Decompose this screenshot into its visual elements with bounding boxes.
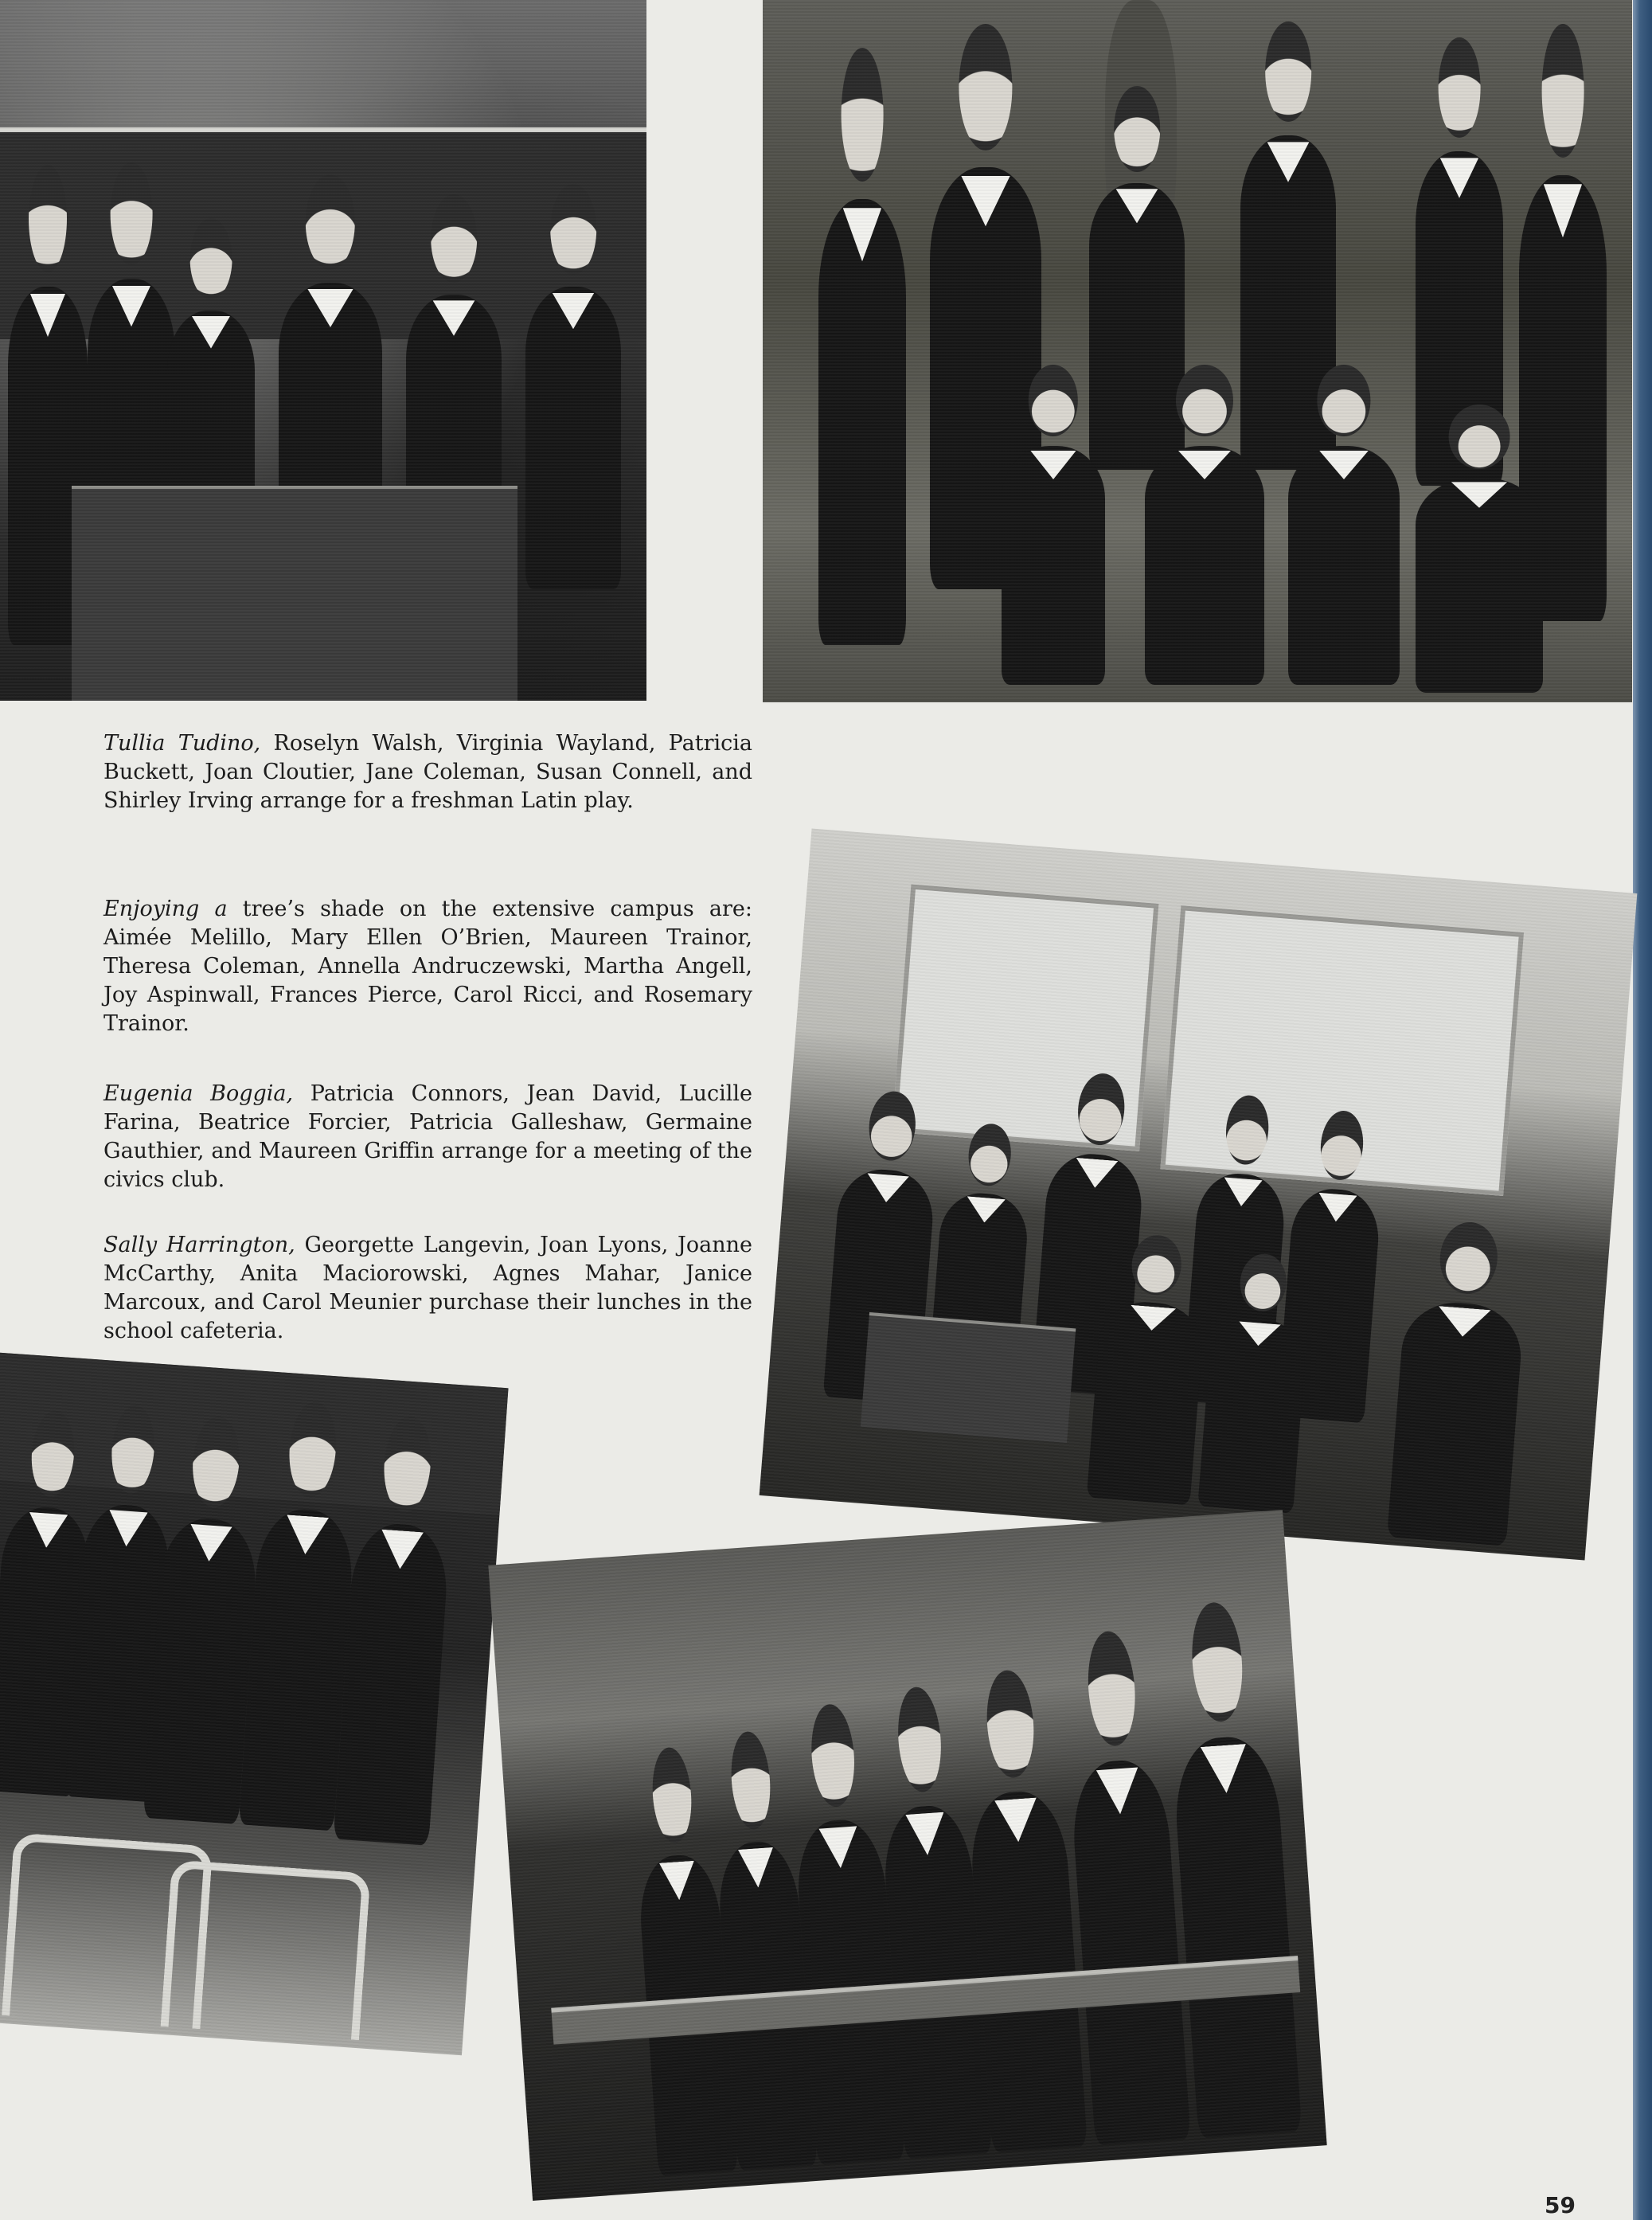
- student-figure: [1087, 1299, 1205, 1505]
- caption-text: Roselyn Walsh, Virginia Wayland, Patricia Buckett, Joan Cloutier, Jane Coleman, Susan Connell, and Shirley Irving arrange for a freshman Latin play.: [103, 731, 752, 813]
- book-spine-edge: [1633, 0, 1652, 2220]
- cafeteria-counter: [551, 1956, 1300, 2044]
- student-figure: [930, 167, 1041, 589]
- student-figure: [238, 1507, 356, 1831]
- classroom-window: [1160, 905, 1524, 1196]
- student-figure: [927, 1190, 1030, 1404]
- chalkboard: [0, 1353, 509, 1515]
- student-figure: [279, 283, 382, 601]
- tree-trunk: [1105, 0, 1177, 263]
- student-figure: [143, 1516, 260, 1824]
- student-figure: [1519, 175, 1607, 621]
- page-number: 59: [1545, 2192, 1576, 2218]
- student-figure: [881, 1804, 992, 2159]
- student-figure: [1276, 1186, 1381, 1423]
- photo-campus-tree-group: [763, 0, 1632, 702]
- student-figure: [1416, 151, 1503, 486]
- caption-cafeteria: [103, 1231, 752, 1346]
- caption-lead-name: Enjoying a: [103, 897, 228, 921]
- photo-latin-play-group: [0, 0, 646, 701]
- student-figure: [525, 287, 621, 589]
- caption-civics-club: [103, 1080, 752, 1194]
- folding-chair: [2, 1832, 213, 2029]
- student-figure: [0, 1505, 93, 1797]
- student-figure: [8, 287, 88, 645]
- student-figure: [1197, 1315, 1307, 1514]
- caption-lead-name: Tullia Tudino,: [103, 731, 261, 756]
- student-figure: [1182, 1171, 1287, 1408]
- student-figure: [1089, 183, 1185, 470]
- student-figure: [1387, 1299, 1525, 1546]
- caption-lead-name: Eugenia Boggia,: [103, 1081, 294, 1106]
- caption-text: Georgette Langevin, Joan Lyons, Joanne McCarthy, Anita Maciorowski, Agnes Mahar, Janice Marcoux, and Carol Meunier purchase their lunches in the school cafeteria.: [103, 1233, 752, 1343]
- chalkboard: [0, 127, 646, 339]
- student-figure: [967, 1788, 1088, 2152]
- teacher-desk: [72, 486, 517, 701]
- student-figure: [1031, 1151, 1145, 1396]
- caption-text: Patricia Connors, Jean David, Lucille Farina, Beatrice Forcier, Patricia Galleshaw, Germaine Gauthier, and Maureen Griffin arrange for a meeting of the civics club.: [103, 1081, 752, 1192]
- student-figure: [823, 1167, 936, 1405]
- photo-civics-club-meeting: [760, 828, 1638, 1560]
- student-figure: [636, 1853, 738, 2176]
- student-figure: [88, 279, 175, 621]
- student-figure: [715, 1839, 817, 2171]
- student-figure: [1002, 446, 1105, 685]
- student-figure: [1069, 1757, 1191, 2145]
- student-desk: [861, 1312, 1076, 1443]
- student-figure: [1240, 135, 1336, 470]
- student-figure: [406, 295, 502, 589]
- photo-cafeteria-line: [488, 1510, 1326, 2201]
- student-figure: [1145, 446, 1264, 685]
- caption-campus-tree: [103, 895, 752, 1038]
- folding-chair: [161, 1859, 371, 2040]
- caption-latin-play: [103, 729, 752, 815]
- student-figure: [333, 1521, 451, 1845]
- student-figure: [1171, 1734, 1302, 2139]
- classroom-window: [892, 885, 1159, 1152]
- photo-choir-group: [0, 1353, 509, 2056]
- student-figure: [794, 1817, 905, 2165]
- student-figure: [167, 311, 255, 581]
- student-figure: [1416, 478, 1543, 693]
- caption-lead-name: Sally Harrington,: [103, 1233, 295, 1257]
- caption-text: tree’s shade on the extensive campus are: Aimée Melillo, Mary Ellen O’Brien, Maureen Trainor, Theresa Coleman, Annella Andruczewski, Martha Angell, Joy Aspinwall, Frances Pierce, Carol Ricci, and Rosemary Trainor.: [103, 897, 752, 1036]
- student-figure: [64, 1503, 173, 1803]
- student-figure: [1288, 446, 1400, 685]
- student-figure: [818, 199, 906, 645]
